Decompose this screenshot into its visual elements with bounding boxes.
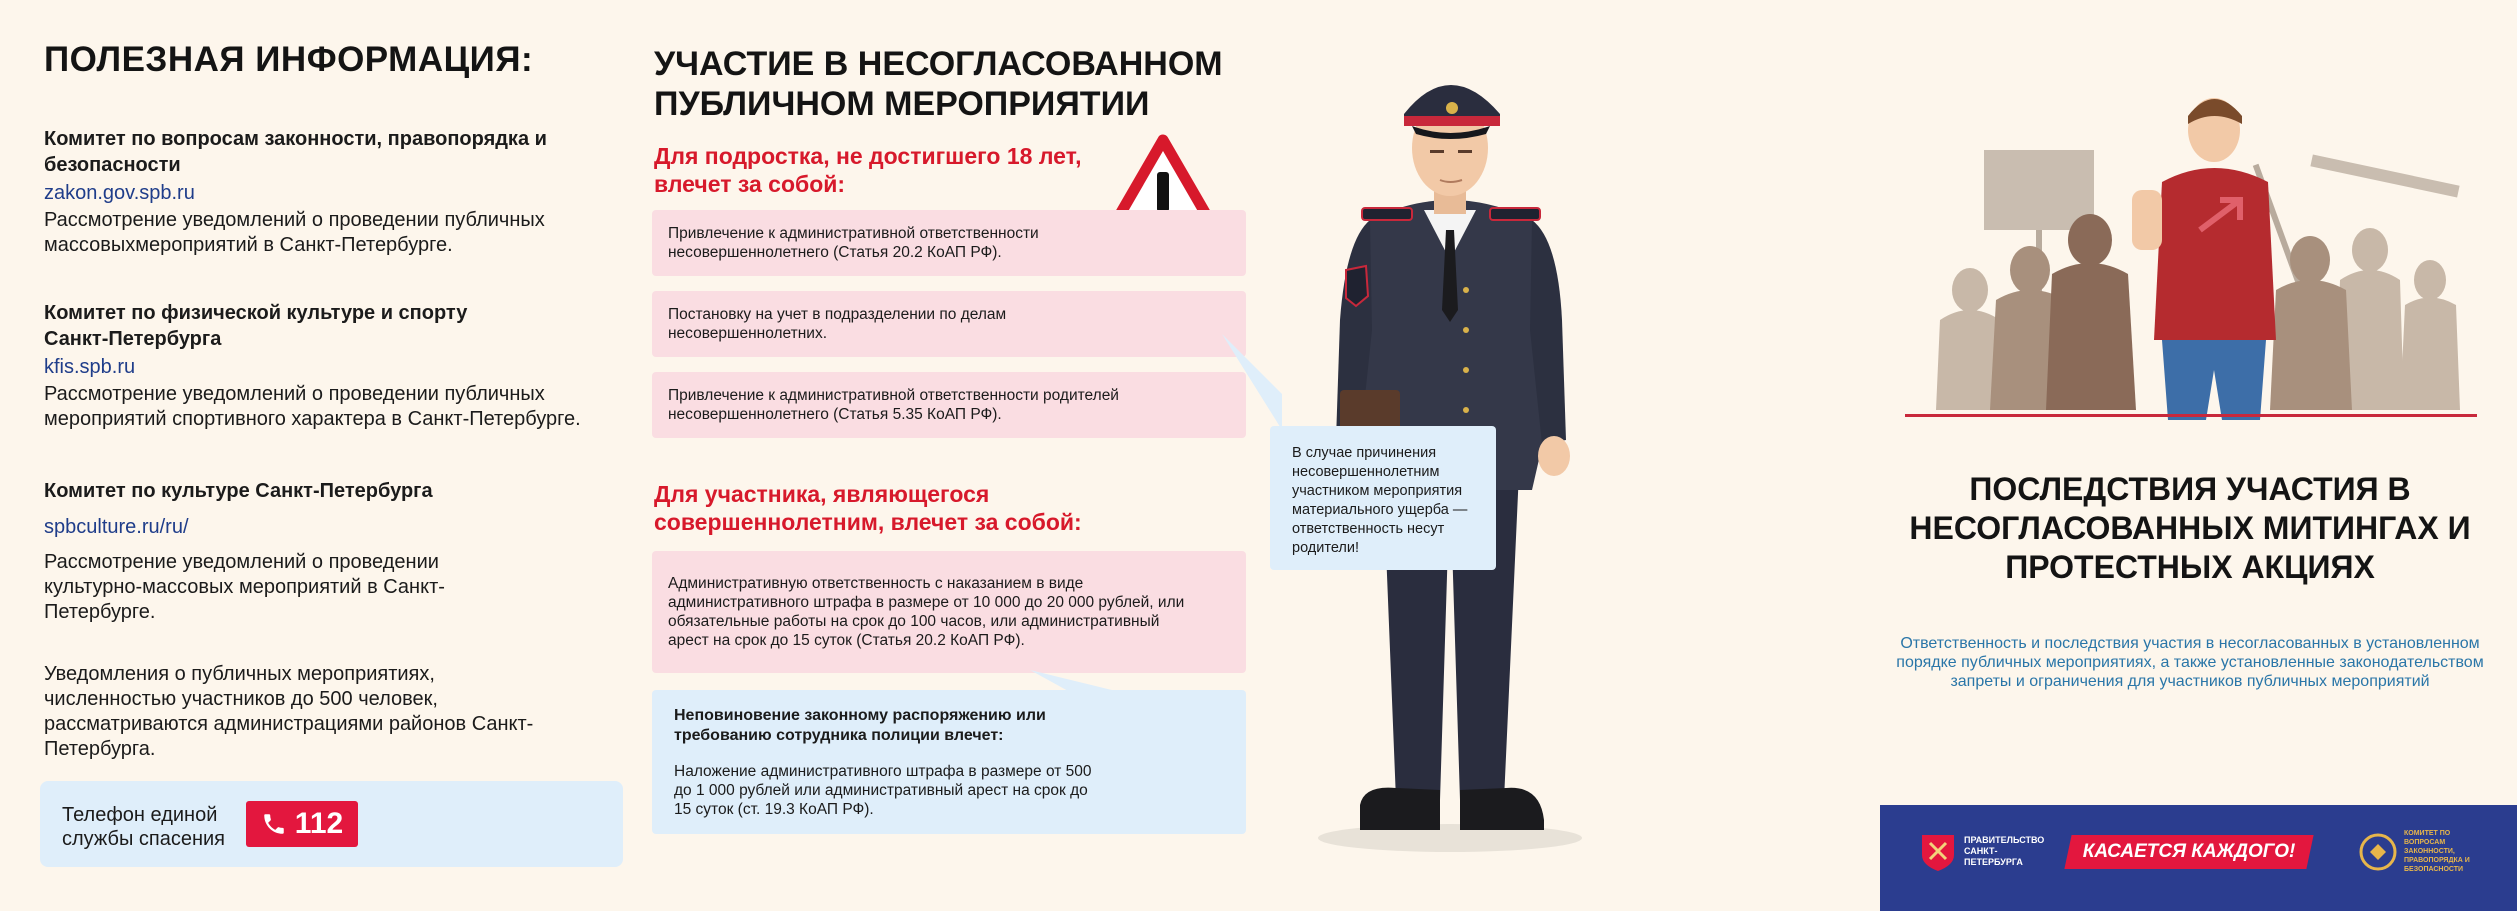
- org-description: Рассмотрение уведомлений о проведении публичных мероприятий спортивного характера в Санкт-Петербурге.: [44, 383, 581, 430]
- org-description: Рассмотрение уведомлений о проведении публичных массовыхмероприятий в Санкт-Петербурге.: [44, 209, 545, 256]
- minor-item: [652, 291, 1246, 357]
- minor-heading: Для подростка, не достигшего 18 лет, влечет за собой:: [654, 143, 1082, 197]
- phone-badge[interactable]: [246, 801, 358, 847]
- org-link[interactable]: spbculture.ru/ru/: [44, 516, 189, 538]
- adult-item-text: Административную ответственность с наказанием в виде административного штрафа в размере от 10 000 до 20 000 рублей, или обязательные работы на срок до 100 часов, или административный арест на срок до 15 суток (Статья 20.2 КоАП РФ).: [668, 575, 1185, 649]
- minor-item: [652, 210, 1246, 276]
- footer-bar: [1880, 805, 2517, 911]
- disobey-box: [652, 690, 1246, 834]
- disobey-title: Неповиновение законному распоряжению или требованию сотрудника полиции влечет:: [674, 707, 1046, 744]
- org-link[interactable]: zakon.gov.spb.ru: [44, 182, 195, 204]
- slogan-text: КАСАЕТСЯ КАЖДОГО!: [2082, 841, 2296, 862]
- disobey-text: Наложение административного штрафа в размере от 500 до 1 000 рублей или административный арест на срок до 15 суток (ст. 19.3 КоАП РФ).: [674, 763, 1092, 818]
- org-block: [44, 126, 644, 258]
- adult-heading: Для участника, являющегося совершеннолетним, влечет за собой:: [654, 481, 1082, 535]
- useful-info-title: ПОЛЕЗНАЯ ИНФОРМАЦИЯ:: [44, 40, 534, 79]
- speech-tail: [1222, 334, 1282, 430]
- org-link[interactable]: kfis.spb.ru: [44, 356, 136, 378]
- committee-logo-text: КОМИТЕТ ПО ВОПРОСАМ ЗАКОННОСТИ, ПРАВОПОРЯДКА И БЕЗОПАСНОСТИ: [2404, 830, 2470, 873]
- adult-item: [652, 551, 1246, 673]
- consequences-title: ПОСЛЕДСТВИЯ УЧАСТИЯ В НЕСОГЛАСОВАННЫХ МИТИНГАХ И ПРОТЕСТНЫХ АКЦИЯХ: [1909, 471, 2471, 585]
- phone-icon: [261, 811, 287, 837]
- gov-logo: [1920, 831, 2044, 871]
- org-title: Комитет по вопросам законности, правопорядка и безопасности: [44, 128, 547, 176]
- slogan-badge: [2068, 835, 2310, 869]
- org-block: [44, 300, 644, 432]
- minor-item-text: Постановку на учет в подразделении по делам несовершеннолетних.: [668, 306, 1007, 342]
- district-note: Уведомления о публичных мероприятиях, численностью участников до 500 человек, рассматриваются администрациями районов Санкт-Петербурга.: [44, 663, 534, 760]
- phone-number: 112: [294, 807, 344, 840]
- gov-logo-text: ПРАВИТЕЛЬСТВО САНКТ-ПЕТЕРБУРГА: [1964, 834, 2045, 867]
- org-block: [44, 478, 644, 625]
- parents-callout: В случае причинения несовершеннолетним участником мероприятия материального ущерба — ответственность несут родители!: [1270, 426, 1496, 570]
- consequences-subtitle: Ответственность и последствия участия в несогласованных в установленном порядке публичных мероприятиях, а также установленные законодательством запреты и ограничения для участников публичных мероприятий: [1896, 635, 2484, 690]
- minor-item-text: Привлечение к административной ответственности родителей несовершеннолетнего (Статья 5.35 КоАП РФ).: [668, 387, 1119, 423]
- minor-item-text: Привлечение к административной ответственности несовершеннолетнего (Статья 20.2 КоАП РФ).: [668, 225, 1039, 261]
- phone-card: [40, 781, 623, 867]
- org-title: Комитет по физической культуре и спорту Санкт-Петербурга: [44, 302, 468, 350]
- minor-item: [652, 372, 1246, 438]
- useful-info-title-wrap: [44, 40, 644, 80]
- committee-emblem-icon: [2358, 832, 2398, 872]
- org-description: Рассмотрение уведомлений о проведении культурно-массовых мероприятий в Санкт-Петербурге.: [44, 551, 445, 623]
- coat-of-arms-icon: [1920, 831, 1956, 871]
- section-divider: [1905, 414, 2477, 417]
- org-title: Комитет по культуре Санкт-Петербурга: [44, 480, 433, 502]
- participation-title: УЧАСТИЕ В НЕСОГЛАСОВАННОМ ПУБЛИЧНОМ МЕРОПРИЯТИИ: [654, 45, 1223, 123]
- phone-label: Телефон единой службы спасения: [62, 804, 226, 850]
- committee-logo: [2358, 829, 2484, 874]
- protest-crowd-illustration: [1900, 90, 2480, 420]
